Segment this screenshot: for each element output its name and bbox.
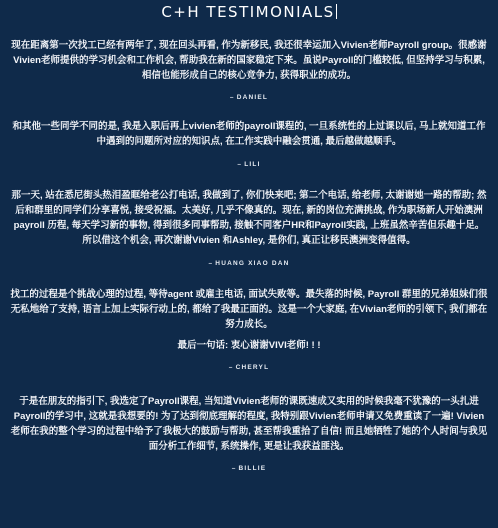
author-dash: – xyxy=(237,161,243,168)
testimonial-quote: 于是在朋友的指引下, 我选定了Payroll课程, 当知道Vivien老师的课既速成又实用的时候我毫不犹豫的一头扎进Payroll的学习中, 这就是我想要的! 为了达到彻底理解的程度, 我特别跟Vivien老师申请又免费重读了一遍! Vivien老师在我的整个学习的过程中给予了我极大的鼓励与帮助, 甚至帮我重拾了自信! 而且她牺牲了她的个人时间与我见面分析工作细节, 系统操作, 更是让我获益匪浅。 xyxy=(10,396,488,452)
author-dash: – xyxy=(208,260,214,267)
testimonial-quote: 那一天, 站在悉尼街头热泪盈眶给老公打电话, 我做到了, 你们快来吧; 第二个电话, 给老师, 太谢谢她一路的帮助; 然后和群里的同学们分享喜悦, 接受祝福。太美好, 几乎不像真的。现在, 新的岗位充满挑战, 作为职场新人开始澳洲payroll 历程, 每天学习新的事物, 得到很多同事帮助, 接触不同客户HR和Payroll实践, 上班虽然辛苦但乐趣十足。所以借这个机会, 再次谢谢Vivien 和Ashley, 是你们, 真正让移民澳洲变得值得。 xyxy=(11,190,487,246)
testimonial-author: – CHERYL xyxy=(228,364,270,371)
text-cursor xyxy=(336,4,337,19)
testimonial-huang-xiao-dan xyxy=(10,188,488,269)
testimonial-billie xyxy=(10,394,488,474)
testimonial-lili xyxy=(10,119,488,170)
testimonial-quote: 现在距离第一次找工已经有两年了, 现在回头再看, 作为新移民, 我还很幸运加入Vivien老师Payroll group。很感谢Vivien老师提供的学习机会和工作机会, 帮助我在新的国家稳定下来。虽说Payroll的门槛较低, 但坚持学习与积累, 相信也能形成自己的核心竞争力, 获得职业的成功。 xyxy=(11,40,487,81)
testimonial-quote: 找工的过程是个挑战心理的过程, 等待agent 或雇主电话, 面试失败等。最失落的时候, Payroll 群里的兄弟姐妹们很无私地给了支持, 语言上加上实际行动上的, 都给了我最正面的。这是一个大家庭, 在Vivian老师的引领下, 我们都在努力成长。 xyxy=(10,289,488,330)
testimonial-author: – HUANG XIAO DAN xyxy=(208,260,290,267)
page-title: C+H TESTIMONIALS xyxy=(161,3,335,21)
author-dash: – xyxy=(229,94,235,101)
testimonial-cheryl xyxy=(10,287,488,373)
testimonial-author: – LILI xyxy=(237,161,261,168)
testimonial-quote: 和其他一些同学不同的是, 我是入职后再上vivien老师的payroll课程的, 一旦系统性的上过课以后, 马上就知道工作中遇到的问题所对应的知识点, 在工作实践中融会贯通, 最后越做越顺手。 xyxy=(12,121,486,147)
header xyxy=(10,0,488,24)
author-dash: – xyxy=(231,465,237,472)
testimonial-author: – DANIEL xyxy=(229,94,269,101)
author-dash: – xyxy=(228,364,234,371)
testimonial-author: – BILLIE xyxy=(231,465,267,472)
testimonial-daniel xyxy=(10,38,488,103)
testimonial-closing-line: 最后一句话: 衷心谢谢VIVI老师! ! ! xyxy=(177,340,321,351)
